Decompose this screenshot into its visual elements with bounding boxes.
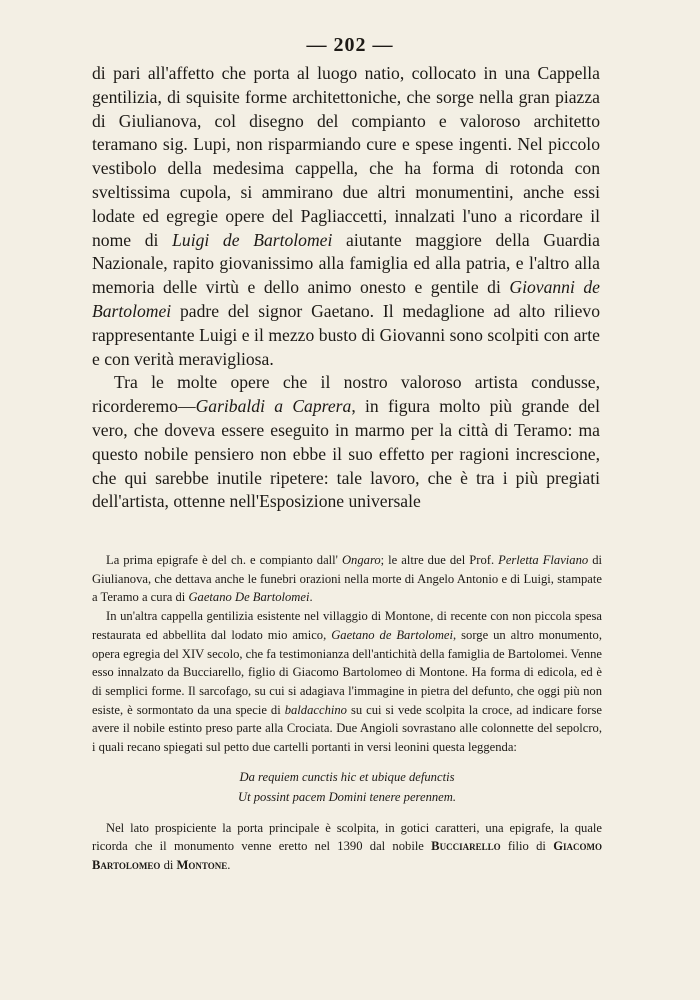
footnote-paragraph-2: [92, 607, 602, 757]
note-name: Giacomo Bartolomeo: [92, 839, 602, 873]
note-name: Montone: [176, 858, 228, 873]
latin-inscription: [92, 767, 602, 807]
note-text: ; le altre due del Prof.: [380, 553, 499, 567]
note-text: .: [227, 858, 231, 873]
note-text: di: [160, 858, 177, 873]
inscription-line: Ut possint pacem Domini tenere perennem.: [237, 789, 456, 804]
body-text: aiutante maggiore della Guardia Nazionale, rapito giovanissimo alla famiglia ed alla patria, e l'altro alla memoria delle virtù e dello animo onesto e gentile di: [92, 229, 600, 298]
note-emphasis: baldacchino: [284, 702, 347, 717]
main-text: [92, 62, 600, 514]
note-text: filio di: [500, 839, 554, 854]
note-name: Gaetano De Bartolomei: [188, 590, 310, 605]
body-text: Tra le molte opere che il nostro valoroso artista condusse, ricorderemo—: [92, 372, 600, 417]
note-name: Ongaro: [341, 553, 381, 567]
note-text: di Giulianova, che dettava anche le funebri orazioni nella morte di Angelo Antonio e di Luigi, stampate a Teramo a cura di: [92, 553, 602, 605]
note-name: Bucciarello: [431, 839, 501, 854]
note-text: su cui si vede scolpita la croce, ad indicare forse avere il nobile estinto preso parte alla Crociata. Due Angioli sovrastano alle colonnette del sepolcro, i quali recano spiegati sul petto due cartelli portanti in versi leonini questa leggenda:: [92, 702, 602, 755]
page-number: — 202 —: [306, 34, 394, 56]
note-text: Nel lato prospiciente la porta principale è scolpita, in gotici caratteri, una epigrafe, la quale ricorda che il monumento venne eretto nel 1390 dal nobile: [92, 820, 602, 854]
person-name-giovanni: Giovanni de Bartolomei: [92, 277, 600, 321]
body-paragraph-1: [92, 62, 600, 371]
note-name: Perletta Flaviano: [498, 553, 589, 567]
note-name: Gaetano de Bartolomei: [331, 627, 454, 642]
note-text: , sorge un altro monumento, opera egregia del XIV secolo, che fa testimonianza dell'antichità della famiglia de Bartolomei. Venne esso innalzato da Bucciarello, figlio di Giacomo Bartolomeo di Montone. Ha forma di edicola, ed è di semplici forme. Il sarcofago, su cui si adagiava l'immagine in pietra del defunto, che oggi più non esiste, è sormontato da una specie di: [92, 627, 603, 717]
note-text: La prima epigrafe è del ch. e compianto dall': [106, 553, 342, 567]
footnote-paragraph-1: [92, 551, 602, 607]
body-paragraph-2: [92, 371, 600, 514]
artwork-title: Garibaldi a Caprera: [195, 396, 352, 417]
body-text: , in figura molto più grande del vero, che doveva essere eseguito in marmo per la città di Teramo: ma questo nobile pensiero non ebbe il suo effetto per ragioni increscione, che qui sarebbe inutile ripetere: tale lavoro, che è tra i più pregiati dell'artista, ottenne nell'Esposizione universale: [92, 396, 600, 512]
body-text: di pari all'affetto che porta al luogo natio, collocato in una Cappella gentilizia, di squisite forme architettoniche, che sorge nella gran piazza di Giulianova, col disegno del compianto e valoroso architetto teramano sig. Lupi, non risparmiando cure e spese ingenti. Nel piccolo vestibolo della medesima cappella, che ha forma di rotonda con sveltissima cupola, si ammirano due altri monumentini, anche essi lodate ed egregie opere del Pagliaccetti, innalzati l'uno a ricordare il nome di: [92, 63, 600, 250]
person-name-luigi: Luigi de Bartolomei: [172, 229, 333, 250]
inscription-line: Da requiem cunctis hic et ubique defunctis: [239, 769, 455, 784]
note-text: In un'altra cappella gentilizia esistente nel villaggio di Montone, di recente con non piccola spesa restaurata ed abbellita dal lodato mio amico,: [92, 609, 602, 642]
footnotes: [92, 551, 602, 875]
body-text: padre del signor Gaetano. Il medaglione ad alto rilievo rappresentante Luigi e il mezzo busto di Giovanni sono scolpiti con arte e con verità meravigliosa.: [92, 300, 600, 369]
note-text: .: [309, 590, 313, 605]
footnote-paragraph-3: [92, 819, 602, 875]
